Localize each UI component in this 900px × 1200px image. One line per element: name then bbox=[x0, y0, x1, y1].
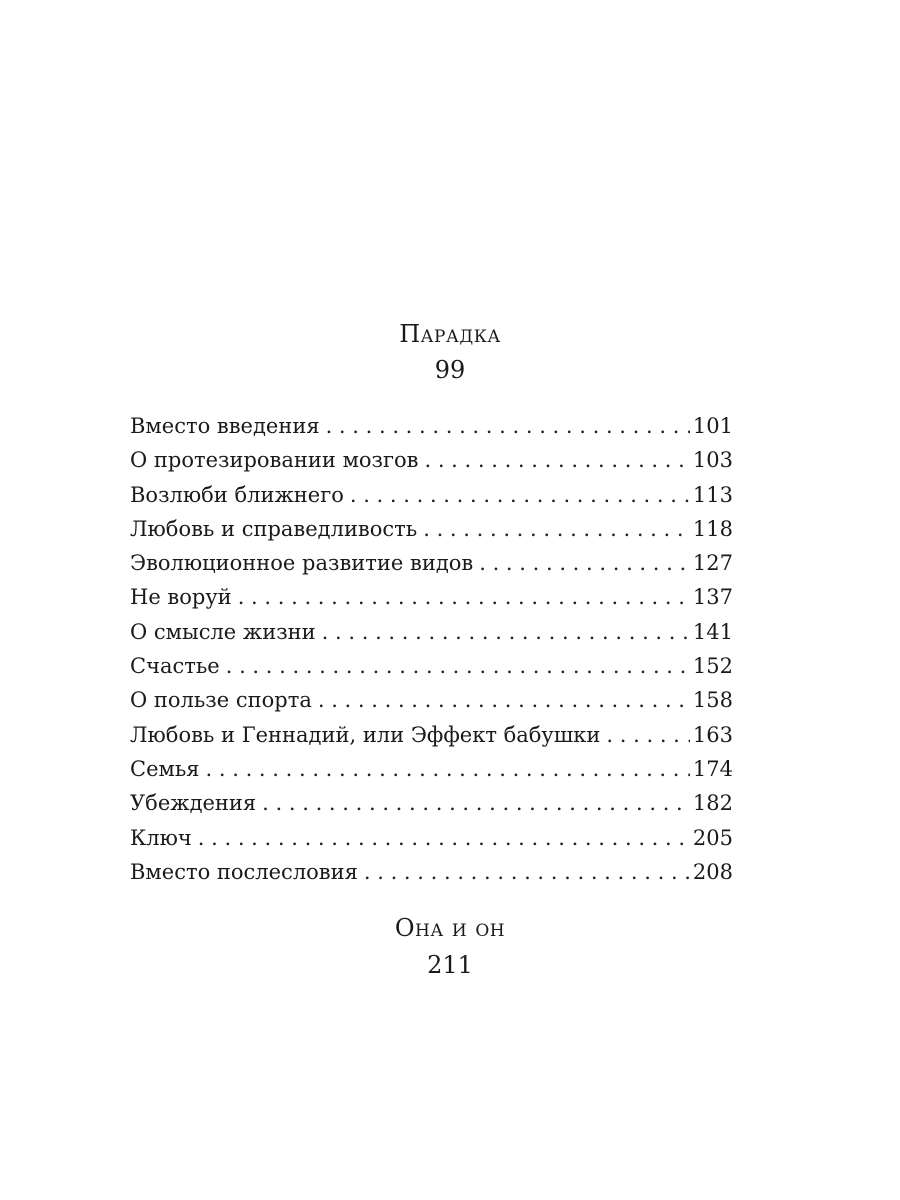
toc-entry[interactable] bbox=[130, 619, 733, 653]
toc-entry-title: Ключ bbox=[130, 825, 192, 850]
toc-entry[interactable] bbox=[130, 516, 733, 550]
dot-leader bbox=[424, 447, 689, 474]
toc-entry-page: 127 bbox=[692, 551, 733, 576]
dot-leader bbox=[350, 482, 690, 509]
section-page-number: 211 bbox=[427, 951, 473, 979]
toc-entry-page: 152 bbox=[692, 654, 733, 679]
toc-entry[interactable] bbox=[130, 584, 733, 618]
dot-leader bbox=[206, 756, 690, 783]
toc-entry-page: 205 bbox=[692, 825, 733, 850]
toc-entry[interactable] bbox=[130, 550, 733, 584]
dot-leader bbox=[479, 550, 690, 577]
toc-entry-page: 163 bbox=[692, 722, 733, 747]
toc-entry[interactable] bbox=[130, 859, 733, 893]
toc-entry-page: 141 bbox=[692, 619, 733, 644]
toc-entry-title: Любовь и Геннадий, или Эффект бабушки bbox=[130, 722, 601, 747]
toc-entry[interactable] bbox=[130, 790, 733, 824]
toc-entry-title: Вместо послесловия bbox=[130, 859, 358, 884]
dot-leader bbox=[606, 722, 689, 749]
toc-entry-title: Счастье bbox=[130, 654, 220, 679]
toc-entry-page: 137 bbox=[692, 585, 733, 610]
dot-leader bbox=[318, 687, 690, 714]
toc-entry[interactable] bbox=[130, 687, 733, 721]
toc-entry[interactable] bbox=[130, 413, 733, 447]
toc-entry-title: Возлюби ближнего bbox=[130, 482, 344, 507]
toc-entry-page: 118 bbox=[692, 516, 733, 541]
toc-entry[interactable] bbox=[130, 447, 733, 481]
dot-leader bbox=[262, 790, 690, 817]
toc-entry-page: 174 bbox=[692, 756, 733, 781]
section-page-number: 99 bbox=[434, 356, 466, 384]
toc-entry-title: Не воруй bbox=[130, 585, 232, 610]
toc-entry[interactable] bbox=[130, 482, 733, 516]
toc-entry[interactable] bbox=[130, 756, 733, 790]
toc-entry[interactable] bbox=[130, 825, 733, 859]
table-of-contents bbox=[130, 413, 733, 893]
toc-entry[interactable] bbox=[130, 653, 733, 687]
toc-entry-title: Убеждения bbox=[130, 791, 257, 816]
toc-entry-page: 101 bbox=[692, 414, 733, 438]
toc-entry-page: 113 bbox=[692, 482, 733, 507]
toc-entry-title: Семья bbox=[130, 756, 200, 781]
dot-leader bbox=[198, 825, 690, 852]
dot-leader bbox=[326, 413, 690, 440]
toc-entry-page: 158 bbox=[692, 688, 733, 713]
toc-entry-title: О пользе спорта bbox=[130, 688, 312, 713]
section-title: Парадка bbox=[399, 320, 501, 348]
dot-leader bbox=[226, 653, 690, 680]
toc-entry-page: 103 bbox=[692, 448, 733, 473]
toc-entry-title: О смысле жизни bbox=[130, 619, 316, 644]
toc-entry-title: О протезировании мозгов bbox=[130, 448, 419, 473]
dot-leader bbox=[238, 584, 690, 611]
dot-leader bbox=[423, 516, 690, 543]
toc-entry[interactable] bbox=[130, 722, 733, 756]
toc-entry-title: Вместо введения bbox=[130, 414, 320, 438]
section-title: Она и он bbox=[394, 914, 506, 942]
toc-entry-title: Эволюционное развитие видов bbox=[130, 551, 474, 576]
toc-entry-page: 208 bbox=[692, 859, 733, 884]
toc-entry-title: Любовь и справедливость bbox=[130, 516, 418, 541]
dot-leader bbox=[322, 619, 690, 646]
toc-entry-page: 182 bbox=[692, 791, 733, 816]
dot-leader bbox=[364, 859, 690, 886]
